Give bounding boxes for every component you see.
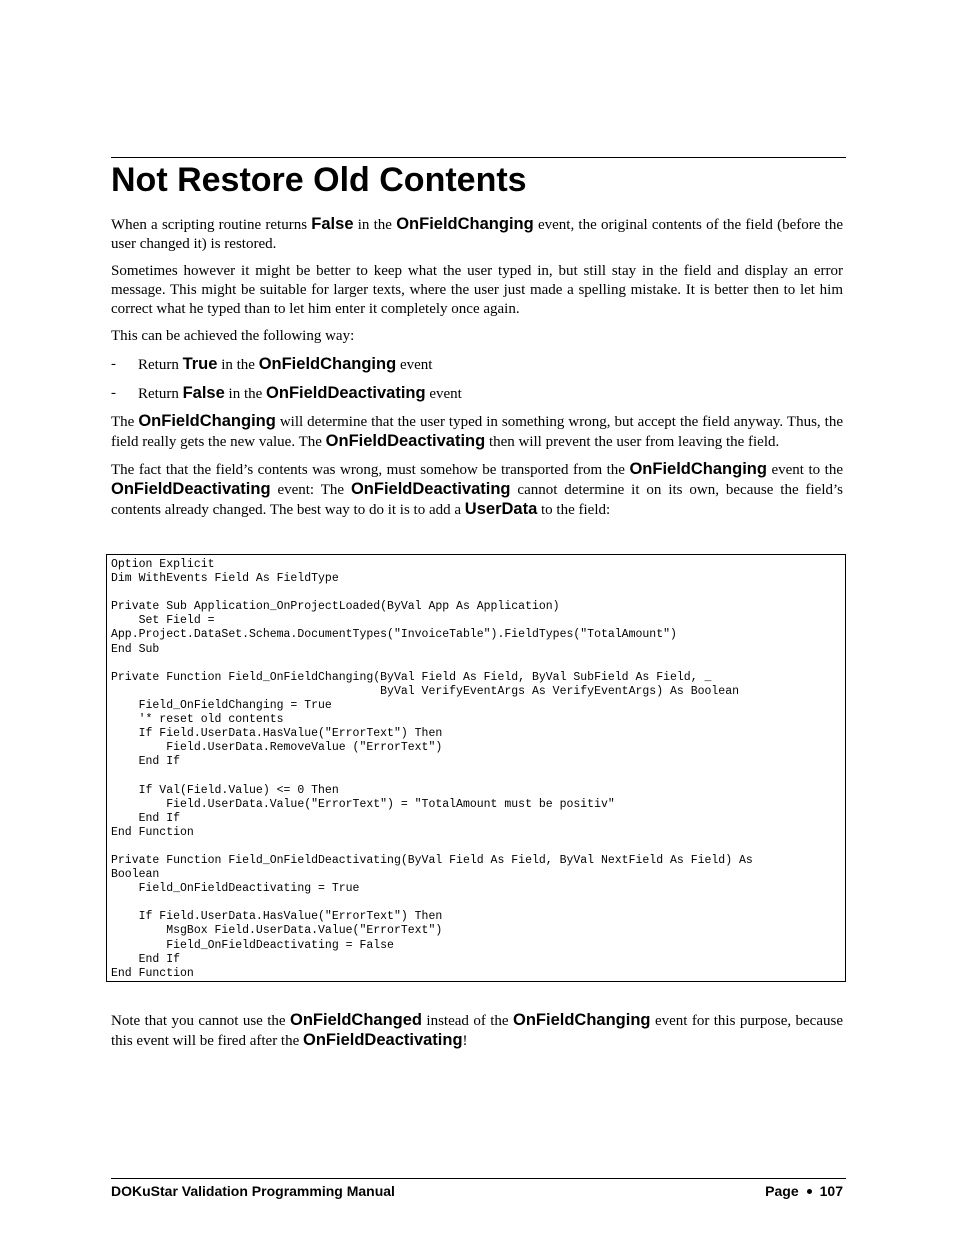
code-line: Field_OnFieldDeactivating = True xyxy=(111,882,360,896)
note-paragraph xyxy=(111,1011,843,1051)
text-run: will determine that the user typed in something wrong, but accept the field anyway. Thus, the field really gets the new value. The xyxy=(111,414,843,450)
code-line: If Field.UserData.HasValue("ErrorText") Then xyxy=(111,910,443,924)
text-run: in the xyxy=(224,386,267,402)
paragraph-5 xyxy=(111,460,843,520)
paragraph-1 xyxy=(111,215,843,254)
body-text xyxy=(111,215,843,520)
page-title: Not Restore Old Contents xyxy=(111,161,527,199)
code-line: '* reset old contents xyxy=(111,713,284,727)
code-line: ByVal VerifyEventArgs As VerifyEventArgs) As Boolean xyxy=(111,684,740,698)
paragraph-6 xyxy=(111,1011,843,1051)
keyword: UserData xyxy=(464,500,538,518)
text-run: Return xyxy=(138,357,183,373)
code-line: End Sub xyxy=(111,642,160,656)
footer-title: DOKuStar Validation Programming Manual xyxy=(111,1183,395,1199)
keyword: OnFieldDeactivating xyxy=(303,1031,463,1049)
code-line: End If xyxy=(111,952,181,966)
text-run: event, the original contents of the field (before the user changed it) is restored. xyxy=(111,217,843,252)
keyword: OnFieldChanged xyxy=(290,1011,422,1029)
paragraph-2: Sometimes however it might be better to keep what the user typed in, but still stay in the field and display an error message. This might be suitable for larger texts, where the user just made a spelling mistake. It is better then to let him correct what he typed than to let him enter it completely once again. xyxy=(111,263,843,317)
code-line: Dim WithEvents Field As FieldType xyxy=(111,572,339,586)
text-run: in the xyxy=(353,217,397,233)
code-line: End If xyxy=(111,811,181,825)
text-run: event for this purpose, because this event will be fired after the xyxy=(111,1013,843,1049)
text-run: to the field: xyxy=(537,502,611,518)
code-line: If Field.UserData.HasValue("ErrorText") Then xyxy=(111,727,443,741)
code-line: Private Function Field_OnFieldDeactivating(ByVal Field As Field, ByVal NextField As Field) As xyxy=(111,853,753,867)
page-number: 107 xyxy=(819,1183,843,1199)
code-line: Field_OnFieldDeactivating = False xyxy=(111,938,394,952)
code-line xyxy=(111,840,841,854)
keyword: False xyxy=(182,384,225,402)
keyword: OnFieldDeactivating xyxy=(266,384,426,402)
code-line: Private Function Field_OnFieldChanging(ByVal Field As Field, ByVal SubField As Field, _ xyxy=(111,670,712,684)
code-line: Option Explicit xyxy=(111,558,215,571)
code-line xyxy=(111,769,841,783)
page-footer xyxy=(111,1182,843,1200)
text-run: event: The xyxy=(270,482,351,498)
page-number-block xyxy=(765,1182,843,1200)
code-line: End If xyxy=(111,755,181,769)
code-line: Set Field = xyxy=(111,614,215,628)
list-item xyxy=(111,354,843,375)
code-line xyxy=(111,896,841,910)
code-line xyxy=(111,586,841,600)
keyword: OnFieldChanging xyxy=(513,1011,651,1029)
code-line: Field.UserData.RemoveValue ("ErrorText") xyxy=(111,741,443,755)
keyword: OnFieldChanging xyxy=(258,355,397,373)
keyword: OnFieldDeactivating xyxy=(325,432,486,450)
list-item xyxy=(111,383,843,404)
paragraph-3: This can be achieved the following way: xyxy=(111,328,355,344)
code-line xyxy=(111,657,841,671)
text-run: in the xyxy=(217,357,259,373)
text-run: instead of the xyxy=(422,1013,514,1029)
code-line: Boolean xyxy=(111,868,160,882)
text-run: then will prevent the user from leaving the field. xyxy=(485,434,780,450)
keyword: OnFieldChanging xyxy=(138,412,276,430)
text-run: event xyxy=(425,386,462,402)
code-line: Field.UserData.Value("ErrorText") = "TotalAmount must be positiv" xyxy=(111,797,615,811)
keyword: False xyxy=(311,215,354,233)
code-line: Field_OnFieldChanging = True xyxy=(111,698,332,712)
keyword: OnFieldDeactivating xyxy=(350,480,511,498)
text-run: When a scripting routine returns xyxy=(111,217,312,233)
code-line: If Val(Field.Value) <= 0 Then xyxy=(111,783,339,797)
footer-rule xyxy=(111,1178,846,1179)
code-line: End Function xyxy=(111,825,194,839)
code-line: MsgBox Field.UserData.Value("ErrorText") xyxy=(111,924,443,938)
keyword: True xyxy=(182,355,218,373)
paragraph-4 xyxy=(111,412,843,452)
keyword: OnFieldChanging xyxy=(396,215,534,233)
text-run: ! xyxy=(462,1033,468,1049)
text-run: The xyxy=(111,414,139,430)
text-run: Return xyxy=(138,386,183,402)
text-run: The fact that the field’s contents was wrong, must somehow be transported from the xyxy=(111,462,630,478)
page-label: Page xyxy=(765,1183,799,1199)
code-line: Private Sub Application_OnProjectLoaded(ByVal App As Application) xyxy=(111,600,560,614)
bullet-dash: - xyxy=(111,385,116,401)
text-run: Note that you cannot use the xyxy=(111,1013,290,1029)
keyword: OnFieldChanging xyxy=(629,460,767,478)
keyword: OnFieldDeactivating xyxy=(111,480,271,498)
bullet-dot-icon xyxy=(807,1189,812,1194)
code-line: End Function xyxy=(111,966,194,980)
text-run: cannot determine it on its own, because the field’s contents already changed. The best way to do it is to add a xyxy=(111,482,843,518)
code-listing xyxy=(106,554,846,982)
code-line: App.Project.DataSet.Schema.DocumentTypes("InvoiceTable").FieldTypes("TotalAmount") xyxy=(111,628,677,642)
text-run: event to the xyxy=(766,462,843,478)
bullet-dash: - xyxy=(111,356,116,372)
text-run: event xyxy=(396,357,433,373)
